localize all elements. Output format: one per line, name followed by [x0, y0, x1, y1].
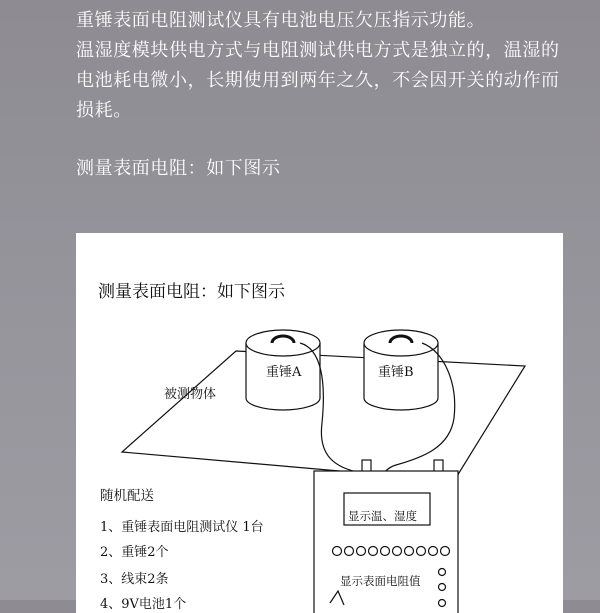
- display-temp-humidity-label: 显示温、湿度: [348, 509, 417, 523]
- weight-a-label: 重锤A: [266, 365, 302, 380]
- weight-b-label: 重锤B: [378, 365, 414, 380]
- measured-object-plate: [122, 351, 525, 481]
- accessory-item: 4、9V电池1个: [100, 597, 187, 612]
- measured-object-label: 被测物体: [164, 387, 217, 402]
- connector-post-right: [434, 460, 443, 472]
- display-resistance-label: 显示表面电阻值: [340, 574, 421, 588]
- accessory-item: 3、线束2条: [100, 572, 169, 587]
- measurement-diagram: [76, 233, 563, 613]
- intro-paragraph-2: 温湿度模块供电方式与电阻测试供电方式是独立的，温湿的电池耗电微小，长期使用到两年之久，不会因开关的动作而损耗。: [76, 40, 560, 121]
- accessory-item: 2、重锤2个: [100, 545, 169, 560]
- accessory-item: 1、重锤表面电阻测试仪 1台: [100, 520, 264, 535]
- intro-paragraph-1: 重锤表面电阻测试仪具有电池电压欠压指示功能。: [76, 10, 486, 31]
- measure-heading: 测量表面电阻：如下图示: [76, 158, 281, 179]
- figure-title: 测量表面电阻：如下图示: [98, 282, 285, 302]
- tester-body: [314, 471, 458, 613]
- accessories-title: 随机配送: [100, 488, 154, 504]
- connector-post-left: [362, 460, 371, 472]
